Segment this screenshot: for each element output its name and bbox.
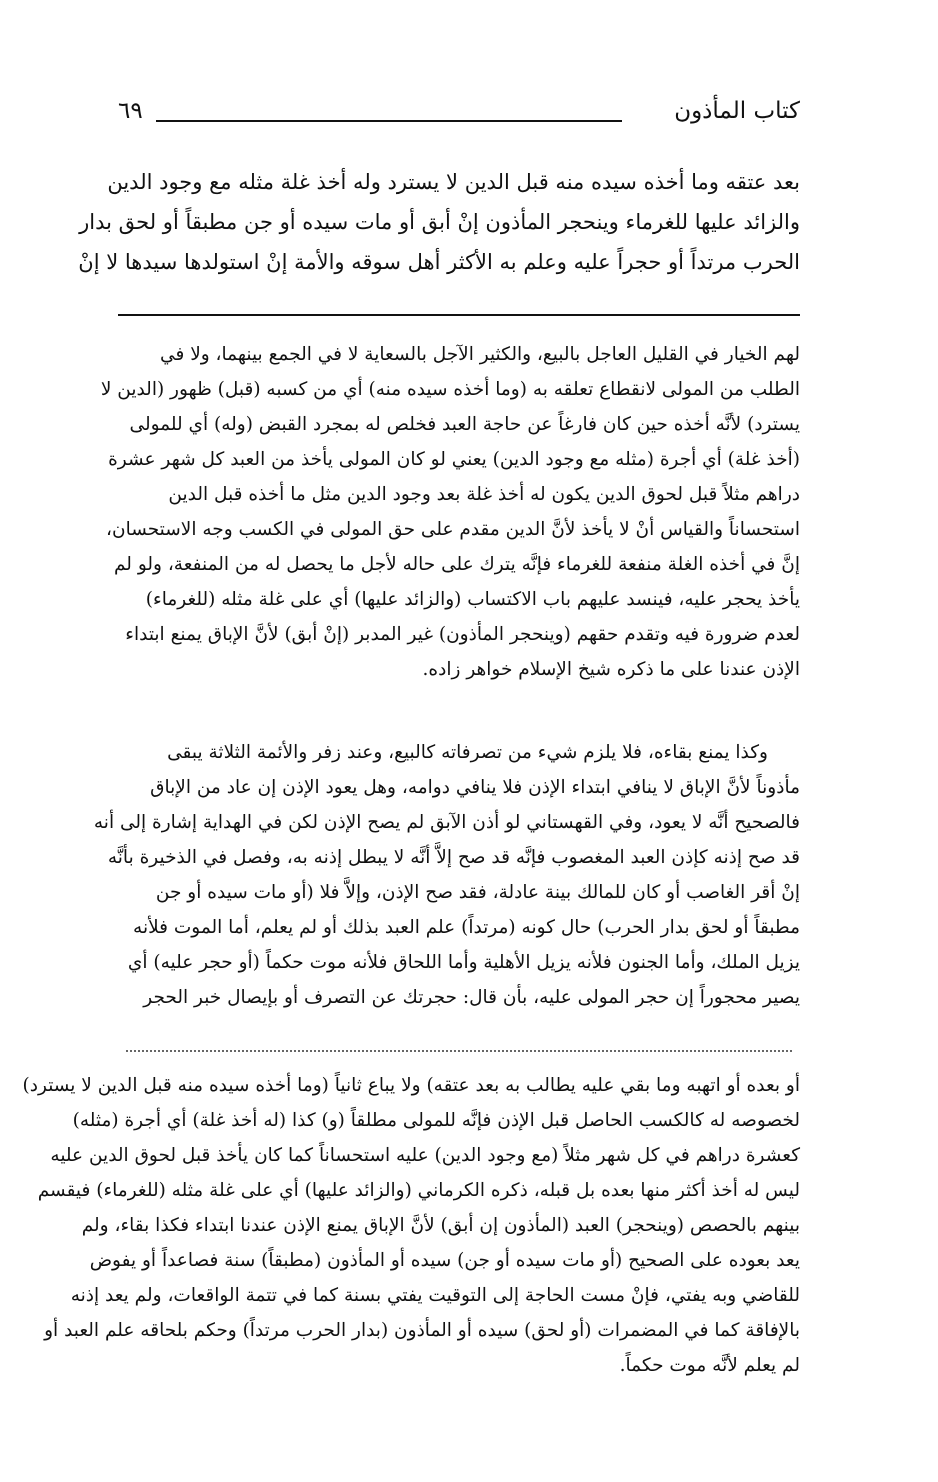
page-number: ٦٩ [118, 98, 143, 124]
footnote-divider [126, 1050, 792, 1052]
footnote-line: بينهم بالحصص (وينحجر) العبد (المأذون إن أبق) لأنَّ الإباق يمنع الإذن عندنا ابتداء فكذا بقاء، ولم [81, 1215, 800, 1236]
commentary-line: مأذوناً لأنَّ الإباق لا ينافي ابتداء الإذن فلا ينافي دوامه، وهل يعود الإذن إن عاد من الإباق [150, 777, 800, 798]
footnote-line: بالإفاقة كما في المضمرات (أو لحق) سيده أو المأذون (بدار الحرب مرتداً) وحكم بلحاقه علم العبد أو [44, 1320, 800, 1341]
commentary-line: استحساناً والقياس أنْ لا يأخذ لأنَّ الدين مقدم على حق المولى في الكسب وجه الاستحسان، [106, 519, 800, 540]
footnote-line: كعشرة دراهم في كل شهر مثلاً (مع وجود الدين) عليه استحساناً كما كان يأخذ قبل لحوق الدين عليه [50, 1145, 800, 1166]
commentary-line: الإذن عندنا على ما ذكره شيخ الإسلام خواهر زاده. [422, 659, 800, 680]
footnote-line: يعد بعوده على الصحيح (أو مات سيده أو جن) سيده أو المأذون (مطبقاً) سنة فصاعداً أو يفوض [89, 1250, 800, 1271]
footnote-line: لم يعلم لأنَّه موت حكماً. [619, 1355, 800, 1376]
chapter-title: كتاب المأذون [674, 98, 800, 124]
footnote-commentary [22, 1068, 800, 1383]
commentary-line: دراهم مثلاً قبل لحوق الدين يكون له أخذ غلة بعد وجود الدين مثل ما أخذه قبل الدين [168, 484, 800, 505]
commentary-line: يسترد) لأنَّه أخذه حين كان فارغاً عن حاجة العبد فخلص له بمجرد القبض (وله) أي للمولى [129, 414, 800, 435]
footnote-line: أو بعده أو اتهبه وما بقي عليه يطالب به بعد عتقه) ولا يباع ثانياً (وما أخذه سيده منه قبل الدين لا يسترد) [22, 1075, 800, 1096]
commentary-line: يصير محجوراً إن حجر المولى عليه، بأن قال: حجرتك عن التصرف أو بإيصال خبر الحجر [143, 987, 800, 1008]
commentary-line: يزيل الملك، وأما الجنون فلأنه يزيل الأهلية وأما اللحاق فلأنه موت حكماً (أو حجر عليه) أي [127, 952, 800, 973]
commentary-line: مطبقاً أو لحق بدار الحرب) حال كونه (مرتداً) علم العبد بذلك أو لم يعلم، أما الموت فلأنه [133, 917, 800, 938]
commentary-line: الطلب من المولى لانقطاع تعلقه به (وما أخذه سيده منه) أي من كسبه (قبل) ظهور (الدين لا [100, 379, 800, 400]
main-text-line: والزائد عليها للغرماء وينحجر المأذون إنْ أبق أو مات سيده أو جن مطبقاً أو لحق بدار [79, 210, 800, 234]
commentary-line: لعدم ضرورة فيه وتقدم حقهم (وينحجر المأذون) غير المدبر (إنْ أبق) لأنَّ الإباق يمنع ابتداء [125, 624, 800, 645]
commentary-paragraph-1 [100, 337, 800, 687]
footnote-line: للقاضي وبه يفتي، فإنْ مست الحاجة إلى التوقيت يفتي بسنة كما في تتمة الواقعات، ولم يعد إذنه [70, 1285, 800, 1306]
commentary-line: (أخذ غلة) أي أجرة (مثله مع وجود الدين) يعني لو كان المولى يأخذ من العبد كل شهر عشرة [108, 449, 800, 470]
commentary-paragraph-2 [93, 735, 800, 1015]
section-divider [118, 314, 800, 316]
header-rule [156, 120, 622, 122]
main-text-line: الحرب مرتداً أو حجراً عليه وعلم به الأكثر أهل سوقه والأمة إنْ استولدها سيدها لا إنْ [78, 250, 800, 274]
footnote-line: لخصوصه له كالكسب الحاصل قبل الإذن فإنَّه للمولى مطلقاً (و) كذا (له أخذ غلة) أي أجرة (مثله) [72, 1110, 800, 1131]
commentary-line: وكذا يمنع بقاءه، فلا يلزم شيء من تصرفاته كالبيع، وعند زفر والأئمة الثلاثة يبقى [167, 742, 768, 763]
commentary-line: إنْ أقر الغاصب أو كان للمالك بينة عادلة، فقد صح الإذن، وإلاَّ فلا (أو مات سيده أو جن [155, 882, 800, 903]
commentary-line: إنَّ في أخذه الغلة منفعة للغرماء فإنَّه يترك على حاله لأجل ما يحصل له من المنفعة، ولو لم [114, 554, 800, 575]
footnote-line: ليس له أخذ أكثر منها بعده بل قبله، ذكره الكرماني (والزائد عليها) أي على غلة مثله (للغرماء) فيقسم [37, 1180, 800, 1201]
commentary-line: لهم الخيار في القليل العاجل بالبيع، والكثير الآجل بالسعاية لا في الجمع بينهما، ولا في [160, 344, 800, 365]
commentary-line: فالصحيح أنَّه لا يعود، وفي القهستاني لو أذن الآبق لم يصح الإذن لكن في الهداية إشارة إلى أنه [93, 812, 800, 833]
commentary-line: قد صح إذنه كإذن العبد المغصوب فإنَّه قد صح إلاَّ أنَّه لا يبطل إذنه به، وفصل في الذخيرة بأنَّه [107, 847, 800, 868]
commentary-line: يأخذ يحجر عليه، فينسد عليهم باب الاكتساب (والزائد عليها) أي على غلة مثله (للغرماء) [145, 589, 800, 610]
running-header [118, 96, 800, 130]
main-text-line: بعد عتقه وما أخذه سيده منه قبل الدين لا يسترد وله أخذ غلة مثله مع وجود الدين [107, 170, 800, 194]
main-text [78, 162, 800, 282]
